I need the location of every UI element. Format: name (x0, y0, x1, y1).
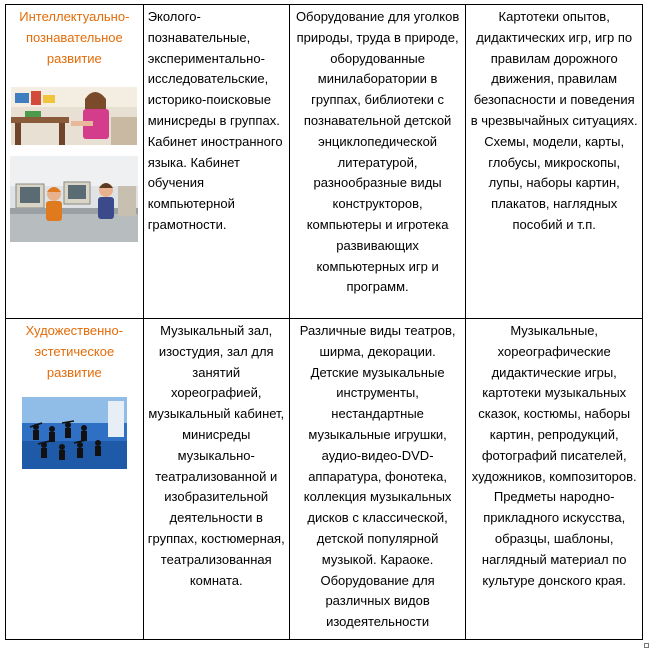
area-title: Художественно-эстетическое развитие (25, 323, 124, 380)
equipment-cell (289, 319, 466, 640)
premises-cell (143, 319, 289, 640)
area-title: Интеллектуально-познавательное развитие (19, 9, 130, 66)
table-row (6, 5, 643, 319)
area-cell (6, 5, 144, 319)
materials-cell (466, 5, 643, 319)
children-at-computers-photo (10, 156, 138, 242)
table-row (6, 319, 643, 640)
area-cell (6, 319, 144, 640)
premises-cell (143, 5, 289, 319)
premises-text: Эколого-познавательные, экспериментально-исследовательские, историко-поисковые минисреды в группах. Кабинет иностранного языка. Кабинет обучения компьютерной грамотности. (147, 9, 283, 232)
materials-text: Музыкальные, хореографические дидактические игры, картотеки музыкальных сказок, костюмы, наборы картин, репродукций, фотографий писателей, художников, композиторов. Предметы народно-прикладного искусства, образцы, шаблоны, наглядный материал по культуре донского края. (471, 323, 637, 588)
table-resize-handle[interactable] (644, 643, 649, 648)
girl-at-table-photo (11, 87, 137, 145)
equipment-text: Различные виды театров, ширма, декорации. Детские музыкальные инструменты, нестандартные музыкальные игрушки, аудио-видео-DVD-аппаратура, фонотека, коллекция музыкальных дисков с классической, детской популярной музыкой. Караоке. Оборудование для различных видов изодеятельности (299, 323, 456, 630)
resources-table (5, 4, 643, 640)
premises-text: Музыкальный зал, изостудия, зал для занятий хореографией, музыкальный кабинет, минисреды музыкально-театрализованной и изобразительной деятельности в группах, костюмерная, театрализованная комната. (147, 323, 285, 588)
equipment-cell (289, 5, 466, 319)
equipment-text: Оборудование для уголков природы, труда в природе, оборудованные минилаборатории в группах, библиотеки с познавательной детской энциклопедической литературой, разнообразные виды конструкторов, компьютеры и игротека развивающих компьютерных игр и программ. (295, 9, 460, 295)
materials-text: Картотеки опытов, дидактических игр, игр по правилам дорожного движения, правилам безопасности и поведения в чрезвычайных ситуациях. Схемы, модели, карты, глобусы, микроскопы, лупы, наборы картин, плакатов, наглядных пособий и т.п. (470, 9, 638, 232)
materials-cell (466, 319, 643, 640)
children-dancing-photo (22, 397, 127, 469)
